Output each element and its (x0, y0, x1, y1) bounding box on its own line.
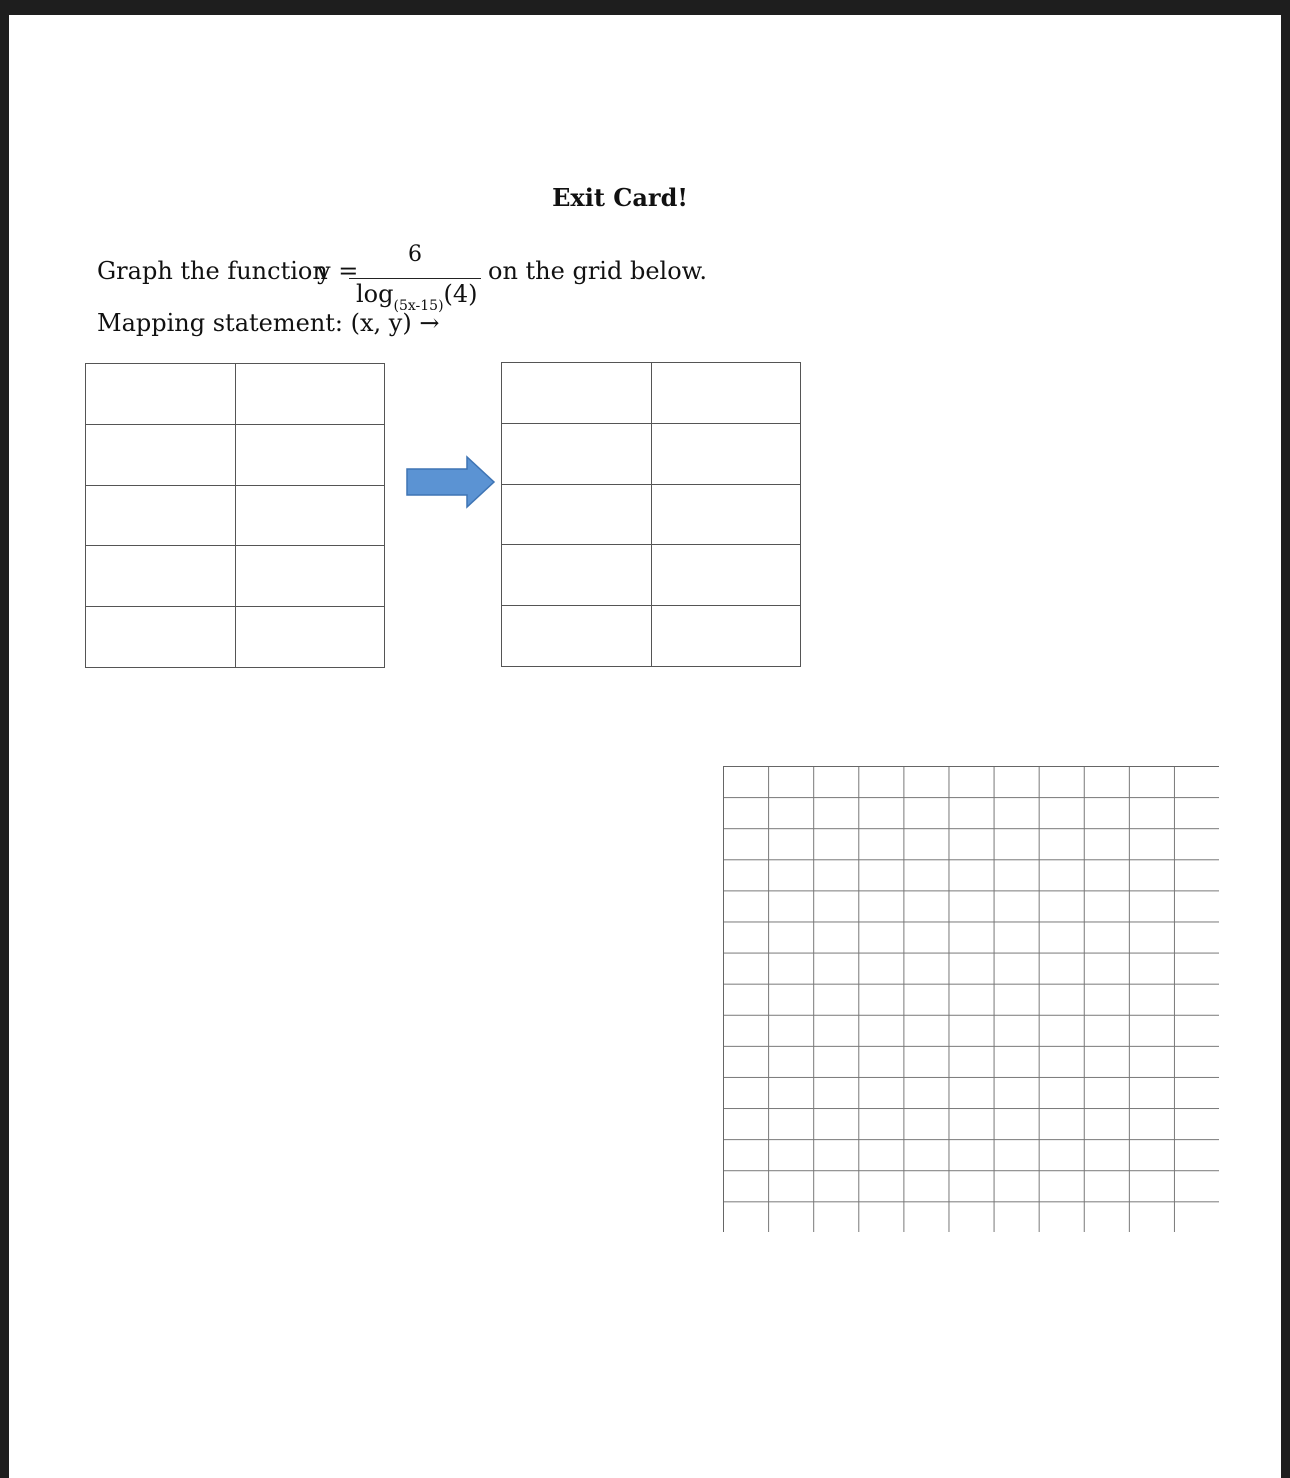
table-cell[interactable] (652, 606, 802, 667)
fraction-bar (349, 278, 481, 279)
table-cell[interactable] (236, 364, 386, 425)
table-cell[interactable] (236, 425, 386, 486)
mapping-expression: (x, y) → (350, 309, 440, 337)
table-cell[interactable] (502, 424, 652, 485)
table-cell[interactable] (236, 546, 386, 607)
table-cell[interactable] (652, 424, 802, 485)
fraction-numerator: 6 (408, 242, 422, 267)
table-cell[interactable] (502, 545, 652, 606)
table-cell[interactable] (502, 485, 652, 546)
original-points-table (85, 363, 385, 668)
page-title: Exit Card! (552, 183, 688, 212)
instruction-lead: Graph the function (97, 257, 328, 285)
table-cell[interactable] (502, 363, 652, 424)
graph-grid[interactable] (723, 766, 1219, 1232)
table-cell[interactable] (86, 364, 236, 425)
mapping-statement (97, 309, 439, 337)
log-base: (5x-15) (393, 298, 444, 314)
table-cell[interactable] (502, 606, 652, 667)
table-cell[interactable] (86, 486, 236, 547)
y-equals: y = (317, 257, 359, 285)
table-cell[interactable] (652, 485, 802, 546)
table-cell[interactable] (652, 363, 802, 424)
table-cell[interactable] (652, 545, 802, 606)
table-cell[interactable] (86, 607, 236, 668)
worksheet-page (9, 15, 1281, 1478)
log-argument: (4) (443, 280, 478, 308)
right-arrow-icon (405, 455, 499, 511)
mapping-label: Mapping statement: (97, 309, 343, 337)
table-cell[interactable] (236, 607, 386, 668)
table-cell[interactable] (86, 425, 236, 486)
table-cell[interactable] (236, 486, 386, 547)
table-cell[interactable] (86, 546, 236, 607)
log-word: log (356, 280, 394, 308)
transformed-points-table (501, 362, 801, 667)
instruction-tail: on the grid below. (488, 257, 707, 285)
